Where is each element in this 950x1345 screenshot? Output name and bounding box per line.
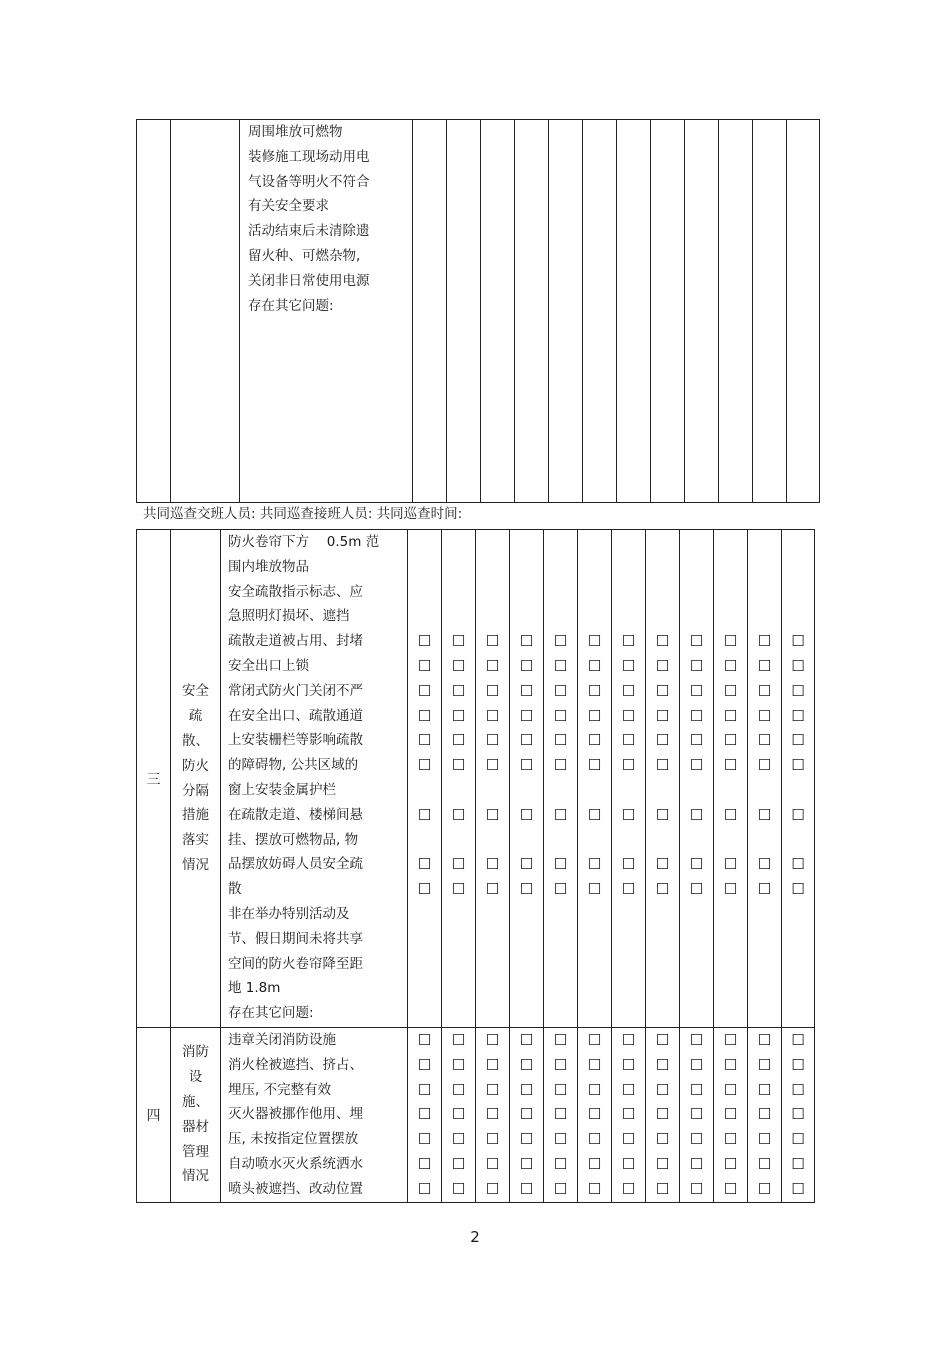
checkbox[interactable]: ☐ <box>757 880 772 899</box>
checkbox[interactable]: ☐ <box>587 1080 602 1099</box>
checkbox-column <box>510 530 544 1028</box>
checkbox[interactable]: ☐ <box>519 1179 534 1198</box>
checkbox[interactable]: ☐ <box>791 855 805 874</box>
checkbox[interactable]: ☐ <box>621 1031 636 1049</box>
checkbox[interactable]: ☐ <box>621 855 636 874</box>
checkbox[interactable]: ☐ <box>655 1179 670 1198</box>
date-cell <box>685 120 719 503</box>
check-item: 安全疏散指示标志、应 <box>228 583 363 600</box>
checkbox[interactable]: ☐ <box>417 1080 432 1099</box>
checkbox[interactable]: ☐ <box>757 1179 772 1198</box>
checkbox[interactable]: ☐ <box>723 731 738 750</box>
checkbox[interactable]: ☐ <box>451 880 466 899</box>
checkbox[interactable]: ☐ <box>519 756 534 775</box>
checkbox-column <box>612 1028 646 1203</box>
check-item: 非在举办特别活动及 <box>228 905 350 922</box>
checkbox[interactable]: ☐ <box>587 632 602 651</box>
checkbox[interactable]: ☐ <box>553 1055 568 1074</box>
checkbox[interactable]: ☐ <box>621 1080 636 1099</box>
checkbox[interactable]: ☐ <box>553 805 568 824</box>
checkbox[interactable]: ☐ <box>757 1154 772 1173</box>
checkbox[interactable]: ☐ <box>417 1130 432 1149</box>
checkbox[interactable]: ☐ <box>723 632 738 651</box>
checkbox[interactable]: ☐ <box>417 632 432 651</box>
checkbox[interactable]: ☐ <box>485 1080 500 1099</box>
checkbox[interactable]: ☐ <box>791 706 805 725</box>
checkbox[interactable]: ☐ <box>587 1179 602 1198</box>
checkbox[interactable]: ☐ <box>587 706 602 725</box>
checkbox[interactable]: ☐ <box>587 855 602 874</box>
checkbox[interactable]: ☐ <box>757 656 772 675</box>
checkbox-column <box>646 530 680 1028</box>
checkbox[interactable]: ☐ <box>655 805 670 824</box>
checkbox[interactable]: ☐ <box>757 805 772 824</box>
checkbox[interactable]: ☐ <box>485 880 500 899</box>
checkbox[interactable]: ☐ <box>655 1130 670 1149</box>
checkbox[interactable]: ☐ <box>553 632 568 651</box>
checkbox[interactable]: ☐ <box>519 681 534 700</box>
checkbox[interactable]: ☐ <box>689 681 704 700</box>
checkbox[interactable]: ☐ <box>485 1179 500 1198</box>
checkbox[interactable]: ☐ <box>587 1031 602 1049</box>
checkbox[interactable]: ☐ <box>519 1031 534 1049</box>
check-item: 在疏散走道、楼梯间悬 <box>228 806 363 823</box>
check-item: 地 1.8m <box>228 980 281 997</box>
checkbox-column <box>714 1028 748 1203</box>
check-item: 在安全出口、疏散通道 <box>228 707 363 724</box>
checkbox-column <box>408 1028 442 1203</box>
checkbox[interactable]: ☐ <box>451 805 466 824</box>
checkbox[interactable]: ☐ <box>519 706 534 725</box>
check-item: 有关安全要求 <box>248 198 329 215</box>
section-number: 四 <box>137 1028 171 1203</box>
checkbox[interactable]: ☐ <box>621 1105 636 1124</box>
checkbox[interactable]: ☐ <box>791 1031 805 1049</box>
checkbox[interactable]: ☐ <box>553 1130 568 1149</box>
check-item: 上安装栅栏等影响疏散 <box>228 732 363 749</box>
checkbox[interactable]: ☐ <box>791 1105 805 1124</box>
checkbox[interactable]: ☐ <box>791 656 805 675</box>
checkbox[interactable]: ☐ <box>689 656 704 675</box>
checkbox[interactable]: ☐ <box>655 681 670 700</box>
section-3-row <box>137 530 815 1028</box>
date-cell <box>481 120 515 503</box>
checkbox[interactable]: ☐ <box>553 731 568 750</box>
checkbox[interactable]: ☐ <box>417 855 432 874</box>
check-item: 存在其它问题: <box>248 297 334 314</box>
check-item: 周围堆放可燃物 <box>248 124 343 140</box>
checkbox[interactable]: ☐ <box>689 1179 704 1198</box>
checkbox[interactable]: ☐ <box>417 731 432 750</box>
checkbox[interactable]: ☐ <box>689 1080 704 1099</box>
checkbox[interactable]: ☐ <box>791 1130 805 1149</box>
checkbox[interactable]: ☐ <box>689 1031 704 1049</box>
number-cell <box>137 120 171 503</box>
checkbox[interactable]: ☐ <box>723 880 738 899</box>
checkbox[interactable]: ☐ <box>723 805 738 824</box>
checkbox[interactable]: ☐ <box>723 1055 738 1074</box>
checkbox[interactable]: ☐ <box>791 632 805 651</box>
checkbox[interactable]: ☐ <box>519 805 534 824</box>
check-item: 气设备等明火不符合 <box>248 173 370 190</box>
checkbox-column <box>578 1028 612 1203</box>
checkbox[interactable]: ☐ <box>451 1031 466 1049</box>
date-cell <box>787 120 820 503</box>
checkbox[interactable]: ☐ <box>485 731 500 750</box>
checkbox[interactable]: ☐ <box>587 1105 602 1124</box>
checkbox[interactable]: ☐ <box>655 880 670 899</box>
checkbox[interactable]: ☐ <box>757 681 772 700</box>
checkbox[interactable]: ☐ <box>757 731 772 750</box>
checkbox[interactable]: ☐ <box>723 756 738 775</box>
checkbox[interactable]: ☐ <box>621 1130 636 1149</box>
date-cell <box>549 120 583 503</box>
checkbox[interactable]: ☐ <box>655 1055 670 1074</box>
checkbox[interactable]: ☐ <box>417 805 432 824</box>
checkbox[interactable]: ☐ <box>451 681 466 700</box>
checkbox[interactable]: ☐ <box>757 706 772 725</box>
checkbox[interactable]: ☐ <box>689 1055 704 1074</box>
checkbox[interactable]: ☐ <box>485 656 500 675</box>
check-item: 常闭式防火门关闭不严 <box>228 682 363 699</box>
checkbox[interactable]: ☐ <box>655 706 670 725</box>
check-item: 违章关闭消防设施 <box>228 1032 336 1048</box>
checkbox[interactable]: ☐ <box>587 805 602 824</box>
checkbox[interactable]: ☐ <box>689 756 704 775</box>
checkbox[interactable]: ☐ <box>451 632 466 651</box>
checkbox[interactable]: ☐ <box>723 1080 738 1099</box>
section-category: 安全 疏 散、 防火 分隔 措施 落实 情况 <box>171 530 221 1028</box>
checkbox[interactable]: ☐ <box>655 1154 670 1173</box>
checkbox[interactable]: ☐ <box>451 855 466 874</box>
checkbox-column <box>442 1028 476 1203</box>
checkbox-column <box>476 530 510 1028</box>
checkbox[interactable]: ☐ <box>655 731 670 750</box>
checkbox[interactable]: ☐ <box>417 756 432 775</box>
date-cell <box>617 120 651 503</box>
checkbox[interactable]: ☐ <box>689 731 704 750</box>
check-item: 装修施工现场动用电 <box>248 148 370 165</box>
inspection-table <box>136 529 815 1203</box>
checkbox[interactable]: ☐ <box>417 1154 432 1173</box>
checkbox[interactable]: ☐ <box>621 656 636 675</box>
checkbox[interactable]: ☐ <box>655 1105 670 1124</box>
date-cell <box>651 120 685 503</box>
checkbox[interactable]: ☐ <box>417 1179 432 1198</box>
checkbox[interactable]: ☐ <box>451 756 466 775</box>
checkbox[interactable]: ☐ <box>621 706 636 725</box>
checkbox[interactable]: ☐ <box>757 1055 772 1074</box>
checkbox[interactable]: ☐ <box>553 706 568 725</box>
checkbox[interactable]: ☐ <box>485 706 500 725</box>
checkbox-column <box>714 530 748 1028</box>
checkbox[interactable]: ☐ <box>451 656 466 675</box>
checkbox[interactable]: ☐ <box>621 1154 636 1173</box>
section-number: 三 <box>137 530 171 1028</box>
checkbox[interactable]: ☐ <box>655 756 670 775</box>
checkbox[interactable]: ☐ <box>451 731 466 750</box>
checkbox[interactable]: ☐ <box>723 656 738 675</box>
checkbox[interactable]: ☐ <box>723 681 738 700</box>
checkbox[interactable]: ☐ <box>519 1105 534 1124</box>
checkbox[interactable]: ☐ <box>723 1105 738 1124</box>
checkbox[interactable]: ☐ <box>723 855 738 874</box>
check-item: 压, 未按指定位置摆放 <box>228 1131 359 1148</box>
checkbox[interactable]: ☐ <box>519 855 534 874</box>
checkbox[interactable]: ☐ <box>723 1130 738 1149</box>
checkbox[interactable]: ☐ <box>621 805 636 824</box>
check-item: 喷头被遮挡、改动位置 <box>228 1180 363 1197</box>
checkbox[interactable]: ☐ <box>485 1105 500 1124</box>
checkbox[interactable]: ☐ <box>689 1105 704 1124</box>
checkbox[interactable]: ☐ <box>723 1179 738 1198</box>
checkbox[interactable]: ☐ <box>553 656 568 675</box>
checkbox[interactable]: ☐ <box>689 880 704 899</box>
checkbox[interactable]: ☐ <box>655 1080 670 1099</box>
checkbox[interactable]: ☐ <box>757 756 772 775</box>
checkbox[interactable]: ☐ <box>451 1130 466 1149</box>
checkbox[interactable]: ☐ <box>621 880 636 899</box>
checkbox[interactable]: ☐ <box>451 1179 466 1198</box>
checkbox[interactable]: ☐ <box>553 1179 568 1198</box>
checkbox[interactable]: ☐ <box>757 1105 772 1124</box>
checkbox[interactable]: ☐ <box>587 731 602 750</box>
checkbox-column <box>782 1028 815 1203</box>
check-item: 空间的防火卷帘降至距 <box>228 955 363 972</box>
checkbox[interactable]: ☐ <box>621 632 636 651</box>
checkbox[interactable]: ☐ <box>757 1130 772 1149</box>
checkbox[interactable]: ☐ <box>757 632 772 651</box>
checkbox[interactable]: ☐ <box>553 1105 568 1124</box>
checkbox[interactable]: ☐ <box>417 880 432 899</box>
check-item: 围内堆放物品 <box>228 558 309 575</box>
date-cell <box>447 120 481 503</box>
checkbox[interactable]: ☐ <box>689 1130 704 1149</box>
checkbox[interactable]: ☐ <box>553 756 568 775</box>
checkbox[interactable]: ☐ <box>723 1031 738 1049</box>
checkbox[interactable]: ☐ <box>485 805 500 824</box>
check-item: 灭火器被挪作他用、埋 <box>228 1106 363 1123</box>
checkbox-column <box>510 1028 544 1203</box>
checkbox[interactable]: ☐ <box>553 1080 568 1099</box>
checkbox[interactable]: ☐ <box>417 706 432 725</box>
checkbox[interactable]: ☐ <box>621 681 636 700</box>
date-cell <box>515 120 549 503</box>
checkbox[interactable]: ☐ <box>553 681 568 700</box>
checkbox[interactable]: ☐ <box>587 880 602 899</box>
checkbox[interactable]: ☐ <box>587 1154 602 1173</box>
date-cell <box>583 120 617 503</box>
checkbox[interactable]: ☐ <box>791 1154 805 1173</box>
checkbox[interactable]: ☐ <box>621 756 636 775</box>
checkbox[interactable]: ☐ <box>519 731 534 750</box>
check-items-cell <box>221 530 408 1028</box>
check-item: 的障碍物, 公共区域的 <box>228 757 359 774</box>
checkbox[interactable]: ☐ <box>485 756 500 775</box>
checkbox-column <box>442 530 476 1028</box>
checkbox[interactable]: ☐ <box>757 855 772 874</box>
checkbox-column <box>782 530 815 1028</box>
check-items-cell <box>221 1028 408 1203</box>
checkbox[interactable]: ☐ <box>485 1130 500 1149</box>
checkbox[interactable]: ☐ <box>519 880 534 899</box>
checkbox[interactable]: ☐ <box>553 880 568 899</box>
checkbox[interactable]: ☐ <box>587 681 602 700</box>
checkbox[interactable]: ☐ <box>655 855 670 874</box>
checkbox[interactable]: ☐ <box>621 1179 636 1198</box>
section-4-row <box>137 1028 815 1203</box>
checkbox[interactable]: ☐ <box>689 1154 704 1173</box>
section-category: 消防 设 施、 器材 管理 情况 <box>171 1028 221 1203</box>
checkbox[interactable]: ☐ <box>791 880 805 899</box>
checkbox[interactable]: ☐ <box>519 1154 534 1173</box>
checkbox-column <box>646 1028 680 1203</box>
checkbox-column <box>748 530 782 1028</box>
check-item: 自动喷水灭火系统洒水 <box>228 1155 363 1172</box>
checkbox[interactable]: ☐ <box>451 1080 466 1099</box>
checkbox[interactable]: ☐ <box>587 656 602 675</box>
checkbox[interactable]: ☐ <box>791 1080 805 1099</box>
checkbox[interactable]: ☐ <box>519 656 534 675</box>
checkbox[interactable]: ☐ <box>757 1080 772 1099</box>
checkbox[interactable]: ☐ <box>485 632 500 651</box>
checkbox[interactable]: ☐ <box>451 1154 466 1173</box>
checkbox[interactable]: ☐ <box>587 1055 602 1074</box>
page-number: 2 <box>470 1228 480 1246</box>
checkbox[interactable]: ☐ <box>791 731 805 750</box>
check-item: 关闭非日常使用电源 <box>248 272 370 289</box>
checkbox[interactable]: ☐ <box>417 681 432 700</box>
checkbox[interactable]: ☐ <box>417 1055 432 1074</box>
check-item: 急照明灯损坏、遮挡 <box>228 608 350 625</box>
checkbox[interactable]: ☐ <box>757 1031 772 1049</box>
checkbox[interactable]: ☐ <box>485 1031 500 1049</box>
checkbox-column <box>680 530 714 1028</box>
patrol-handover-caption: 共同巡查交班人员: 共同巡查接班人员: 共同巡查时间: <box>143 506 463 522</box>
checkbox-column <box>680 1028 714 1203</box>
checkbox[interactable]: ☐ <box>519 632 534 651</box>
checkbox[interactable]: ☐ <box>621 1055 636 1074</box>
check-item: 消火栓被遮挡、挤占、 <box>228 1056 363 1073</box>
checkbox[interactable]: ☐ <box>689 706 704 725</box>
check-item: 活动结束后未清除遗 <box>248 223 370 240</box>
checkbox[interactable]: ☐ <box>485 1055 500 1074</box>
checkbox[interactable]: ☐ <box>655 632 670 651</box>
check-item: 挂、摆放可燃物品, 物 <box>228 831 359 848</box>
check-items-cell <box>240 120 413 503</box>
checkbox[interactable]: ☐ <box>519 1130 534 1149</box>
checkbox-column <box>578 530 612 1028</box>
checkbox[interactable]: ☐ <box>689 805 704 824</box>
check-item: 品摆放妨碍人员安全疏 <box>228 856 363 873</box>
checkbox[interactable]: ☐ <box>791 1055 805 1074</box>
check-item: 节、假日期间未将共享 <box>228 930 363 947</box>
checkbox[interactable]: ☐ <box>485 681 500 700</box>
checkbox-column <box>476 1028 510 1203</box>
check-item: 存在其它问题: <box>228 1005 314 1022</box>
checkbox[interactable]: ☐ <box>791 756 805 775</box>
checkbox[interactable]: ☐ <box>451 706 466 725</box>
category-cell <box>171 120 240 503</box>
checkbox-column <box>544 1028 578 1203</box>
checkbox[interactable]: ☐ <box>485 855 500 874</box>
check-item: 安全出口上锁 <box>228 657 309 674</box>
checkbox[interactable]: ☐ <box>655 656 670 675</box>
checkbox[interactable]: ☐ <box>417 1105 432 1124</box>
date-cell <box>413 120 447 503</box>
check-item: 疏散走道被占用、封堵 <box>228 633 363 650</box>
checkbox[interactable]: ☐ <box>587 756 602 775</box>
checkbox[interactable]: ☐ <box>553 1031 568 1049</box>
checkbox[interactable]: ☐ <box>587 1130 602 1149</box>
checkbox[interactable]: ☐ <box>655 1031 670 1049</box>
checkbox[interactable]: ☐ <box>553 855 568 874</box>
date-cell <box>719 120 753 503</box>
checkbox[interactable]: ☐ <box>791 1179 805 1198</box>
checkbox[interactable]: ☐ <box>417 1031 432 1049</box>
checkbox[interactable]: ☐ <box>519 1055 534 1074</box>
checkbox[interactable]: ☐ <box>723 1154 738 1173</box>
checkbox[interactable]: ☐ <box>689 855 704 874</box>
checkbox[interactable]: ☐ <box>417 656 432 675</box>
checkbox[interactable]: ☐ <box>519 1080 534 1099</box>
date-cell <box>753 120 787 503</box>
checkbox-column <box>408 530 442 1028</box>
checkbox[interactable]: ☐ <box>485 1154 500 1173</box>
checkbox[interactable]: ☐ <box>553 1154 568 1173</box>
checkbox[interactable]: ☐ <box>791 805 805 824</box>
inspection-table-continued <box>136 119 820 503</box>
checkbox[interactable]: ☐ <box>451 1105 466 1124</box>
checkbox[interactable]: ☐ <box>791 681 805 700</box>
checkbox[interactable]: ☐ <box>451 1055 466 1074</box>
checkbox-column <box>544 530 578 1028</box>
checkbox-column <box>748 1028 782 1203</box>
check-item: 留火种、可燃杂物, <box>248 247 361 264</box>
checkbox[interactable]: ☐ <box>723 706 738 725</box>
check-item: 散 <box>228 881 242 898</box>
checkbox-column <box>612 530 646 1028</box>
check-item: 埋压, 不完整有效 <box>228 1081 332 1098</box>
check-item: 防火卷帘下方 0.5m 范 <box>228 534 380 550</box>
checkbox[interactable]: ☐ <box>689 632 704 651</box>
checkbox[interactable]: ☐ <box>621 731 636 750</box>
check-item: 窗上安装金属护栏 <box>228 781 336 798</box>
